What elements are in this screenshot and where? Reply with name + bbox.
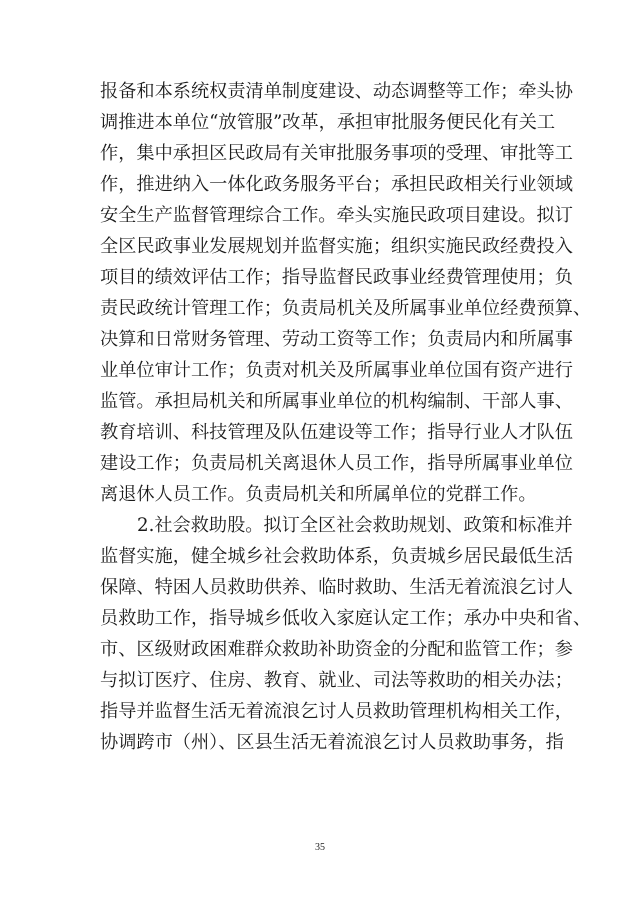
text-line: 保障、特困人员救助供养、临时救助、生活无着流浪乞讨人 [100,577,573,598]
text-line: 建设工作；负责局机关离退休人员工作，指导所属事业单位 [100,453,573,474]
text-line: 调推进本单位“放管服”改革，承担审批服务便民化有关工 [100,112,556,133]
text-line: 教育培训、科技管理及队伍建设等工作；指导行业人才队伍 [100,422,573,443]
text-line: 市、区级财政困难群众救助补助资金的分配和监管工作；参 [100,639,573,660]
text-line: 责民政统计管理工作；负责局机关及所属事业单位经费预算、 [100,298,592,319]
text-line: 作，集中承担区民政局有关审批服务事项的受理、审批等工 [100,143,573,164]
text-line: 协调跨市（州）、区县生活无着流浪乞讨人员救助事务，指 [100,732,564,753]
text-line: 业单位审计工作；负责对机关及所属事业单位国有资产进行 [100,360,573,381]
text-line: 指导并监督生活无着流浪乞讨人员救助管理机构相关工作， [100,701,573,722]
text-line: 全区民政事业发展规划并监督实施；组织实施民政经费投入 [100,236,573,257]
text-line: 离退休人员工作。负责局机关和所属单位的党群工作。 [100,484,537,505]
text-line: 决算和日常财务管理、劳动工资等工作；负责局内和所属事 [100,329,573,350]
text-line: 项目的绩效评估工作；指导监督民政事业经费管理使用；负 [100,267,573,288]
text-line: 监管。承担局机关和所属事业单位的机构编制、干部人事、 [100,391,573,412]
section-heading-line: 2.社会救助股。拟订全区社会救助规划、政策和标准并 [137,515,573,536]
text-line: 与拟订医疗、住房、教育、就业、司法等救助的相关办法； [100,670,573,691]
page-number: 35 [315,842,325,853]
text-line: 作，推进纳入一体化政务服务平台；承担民政相关行业领域 [100,174,573,195]
text-line: 监督实施，健全城乡社会救助体系，负责城乡居民最低生活 [100,546,573,567]
body-text [100,76,592,758]
text-line: 员救助工作，指导城乡低收入家庭认定工作；承办中央和省、 [100,608,592,629]
text-line: 报备和本系统权责清单制度建设、动态调整等工作；牵头协 [100,81,573,102]
text-line: 安全生产监督管理综合工作。牵头实施民政项目建设。拟订 [100,205,573,226]
